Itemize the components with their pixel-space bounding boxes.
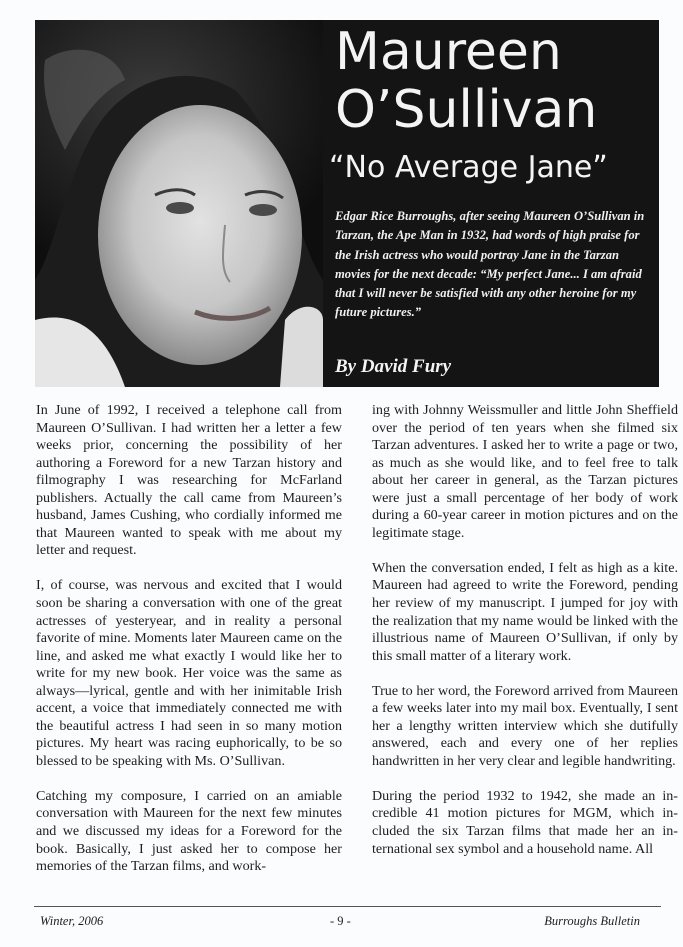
footer-page-number: - 9 - <box>330 914 351 928</box>
footer-divider <box>34 906 661 907</box>
paragraph: True to her word, the Foreword arrived from Maureen a few weeks later into my mail box. Eventually, I sent her a lengthy written interview which she dutifully answered, each and every one of her replies handwritten in her very clear and legible handwriting. <box>372 682 678 769</box>
article-title-line-1: Maureen <box>335 22 562 82</box>
article-title-line-2: O’Sullivan <box>335 80 598 140</box>
paragraph: ing with Johnny Weissmuller and little John Sheffield over the period of ten years when she filmed six Tarzan adventures. I asked her to write a page or two, as much as she would like, and to feel free to talk about her career in general, as the Tarzan pictures were just a small percentage of her body of work during a 60-year career in motion pictures and on the legitimate stage. <box>372 402 678 541</box>
article-subtitle: “No Average Jane” <box>329 150 608 185</box>
portrait-illustration <box>35 20 323 387</box>
footer-publication-name: Burroughs Bulletin <box>544 914 640 928</box>
article-byline: By David Fury <box>335 356 452 377</box>
footer-issue-date: Winter, 2006 <box>40 914 104 928</box>
paragraph: In June of 1992, I received a telephone call from Maureen O’Sullivan. I had written her a letter a few weeks prior, concerning the possibility of her authoring a Foreword for a new Tarzan history and filmography I was researching for McFarland publishers. Actually the call came from Maureen’s husband, James Cushing, who cordially informed me that Maureen wanted to speak with me about my letter and request. <box>36 402 342 559</box>
paragraph: During the period 1932 to 1942, she made an incredible 41 motion pictures for MGM, which included the six Tarzan films that made her an international sex symbol and a household name. All <box>372 787 678 857</box>
body-column-left <box>36 402 342 893</box>
portrait-photo <box>35 20 323 387</box>
paragraph: Catching my composure, I carried on an amiable conversation with Maureen for the next few minutes and we discussed my ideas for a Foreword for the book. Basically, I just asked her to compose her memories of the Tarzan films, and work- <box>36 787 342 875</box>
title-block <box>323 20 659 387</box>
paragraph: I, of course, was nervous and excited that I would soon be sharing a conversation with one of the great actresses of yesteryear, and in reality a personal favorite of mine. Moments later Maureen came on the line, and asked me what exactly I would like her to write for my new book. Her voice was the same as always—lyrical, gentle and with her inimitable Irish accent, a voice that immediately connected me with the beautiful actress I had seen in so many motion pictures. My heart was racing euphorically, to be so blessed to be speaking with Ms. O’Sullivan. <box>36 577 342 769</box>
paragraph: When the conversation ended, I felt as high as a kite. Maureen had agreed to write the Foreword, pending her review of my manuscript. I jumped for joy with the realization that my name would be linked with the illustrious name of Maureen O’Sullivan, if only by this small matter of a literary work. <box>372 559 678 664</box>
article-intro: Edgar Rice Burroughs, after seeing Maureen O’Sullivan in Tarzan, the Ape Man in 1932, had words of high praise for the Irish actress who would portray Jane in the Tarzan movies for the next decade: “My perfect Jane... I am afraid that I will never be satisfied with any other heroine for my future pictures.” <box>335 209 645 320</box>
article-header <box>35 20 659 387</box>
body-column-right <box>372 402 678 876</box>
